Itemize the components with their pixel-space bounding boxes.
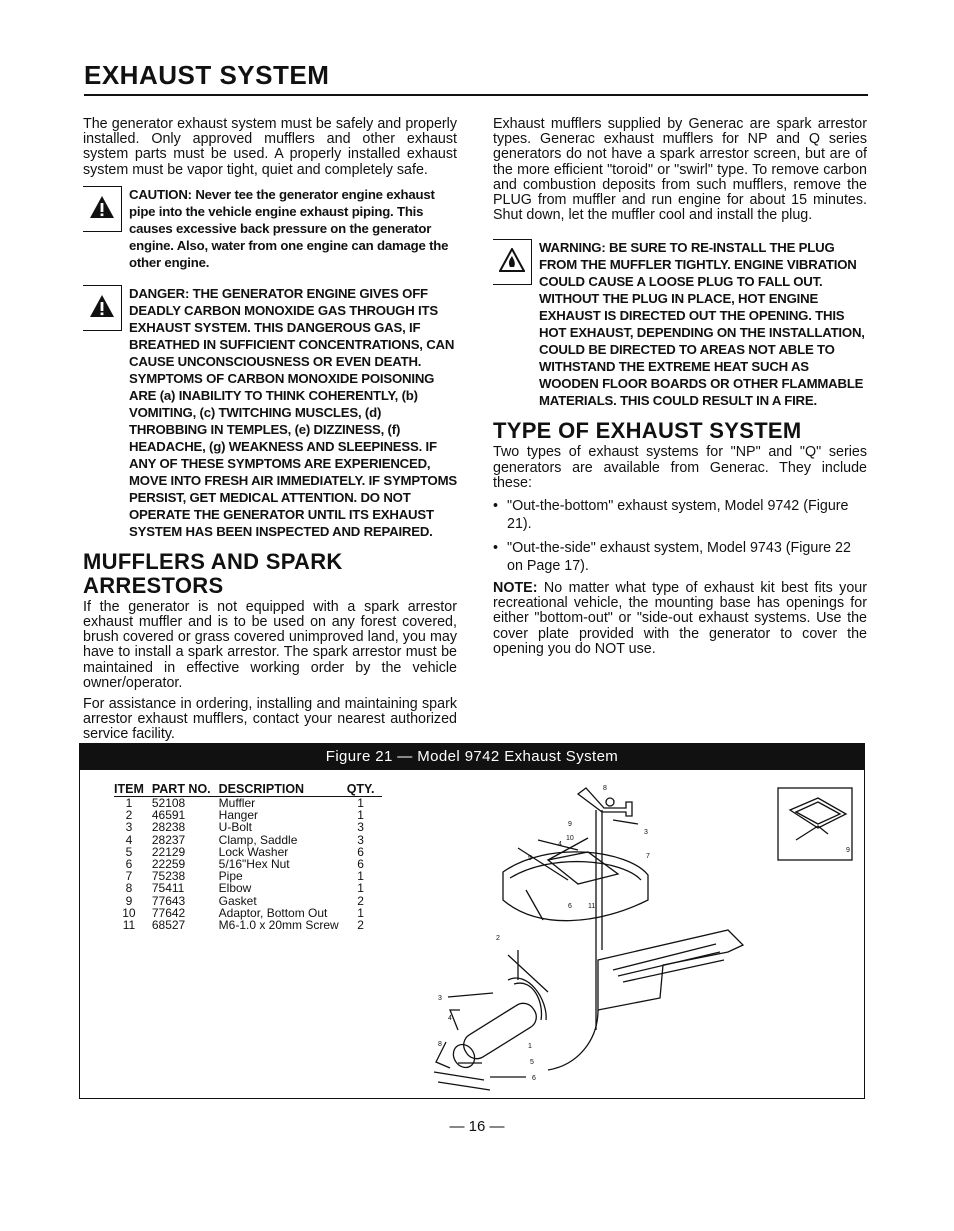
parts-list <box>114 782 382 931</box>
table-cell: 1 <box>357 796 364 810</box>
table-cell: 1 <box>357 869 364 884</box>
table-cell: 1 <box>357 905 364 920</box>
caution-icon-frame <box>83 186 122 232</box>
svg-text:6: 6 <box>568 903 572 910</box>
note-paragraph <box>493 581 867 657</box>
table-cell: 22129 <box>151 844 186 859</box>
parts-table-body <box>114 797 382 932</box>
svg-text:8: 8 <box>603 785 607 792</box>
table-cell: Elbow <box>218 881 252 896</box>
table-cell: 1 <box>125 796 133 810</box>
table-cell: 7 <box>125 869 133 884</box>
table-cell: 3 <box>357 832 364 847</box>
right-column <box>493 117 867 663</box>
svg-text:11: 11 <box>588 903 596 910</box>
table-row <box>114 882 382 894</box>
table-cell: Hanger <box>218 808 259 823</box>
column-header: QTY. <box>347 782 383 797</box>
table-cell: 8 <box>125 881 133 896</box>
fire-warning-icon <box>499 248 525 272</box>
table-cell: 5 <box>125 844 133 859</box>
table-cell: 77642 <box>151 905 186 920</box>
svg-text:5: 5 <box>528 855 532 862</box>
svg-text:3: 3 <box>644 829 648 836</box>
table-cell: Lock Washer <box>218 844 289 859</box>
table-cell: 77643 <box>151 893 186 908</box>
table-cell: 3 <box>357 820 364 835</box>
column-header: ITEM <box>114 782 152 797</box>
danger-icon-frame <box>83 285 122 331</box>
table-cell: U-Bolt <box>218 820 252 835</box>
warning-triangle-icon <box>89 195 115 219</box>
parts-table <box>114 782 382 931</box>
table-cell: 28237 <box>151 832 186 847</box>
table-cell: 6 <box>357 857 364 872</box>
danger-box <box>83 285 457 540</box>
table-cell: 1 <box>357 881 364 896</box>
table-cell: 75411 <box>151 881 185 896</box>
figure-caption: Figure 21 — Model 9742 Exhaust System <box>80 744 864 770</box>
list-item: • "Out-the-side" exhaust system, Model 9743 (Figure 22 on Page 17). <box>493 539 867 575</box>
table-cell: M6-1.0 x 20mm Screw <box>218 918 339 933</box>
table-row <box>114 919 382 931</box>
table-row <box>114 834 382 846</box>
title-rule <box>84 94 868 96</box>
mufflers-heading: MUFFLERS AND SPARK ARRESTORS <box>83 548 343 598</box>
svg-text:7: 7 <box>646 853 650 860</box>
table-cell: 2 <box>357 893 364 908</box>
svg-text:9: 9 <box>568 821 572 828</box>
table-cell: 2 <box>357 918 364 933</box>
danger-text: DANGER: THE GENERATOR ENGINE GIVES OFF DEADLY CARBON MONOXIDE GAS THROUGH ITS EXHAUST SYSTEM. THIS DANGEROUS GAS, IF BREATHED IN SUFFICIENT CONCENTRATIONS, CAN CAUSE UNCONSCIOUSNESS OR EVEN DEATH. SYMPTOMS OF CARBON MONOXIDE POISONING ARE (a) INABILITY TO THINK COHERENTLY, (b) VOMITING, (c) TWITCHING MUSCLES, (d) THROBBING IN TEMPLES, (e) DIZZINESS, (f) HEADACHE, (g) WEAKNESS AND SLEEPINESS. IF ANY OF THESE SYMPTOMS ARE EXPERIENCED, MOVE INTO FRESH AIR IMMEDIATELY. IF SYMPTOMS PERSIST, GET MEDICAL ATTENTION. DO NOT OPERATE THE GENERATOR UNTIL ITS EXHAUST SYSTEM HAS BEEN INSPECTED AND REPAIRED. <box>129 285 457 539</box>
table-cell: 6 <box>357 844 364 859</box>
figure-21 <box>79 743 865 1099</box>
table-cell: 5/16"Hex Nut <box>218 857 290 872</box>
table-cell: 46591 <box>151 808 186 823</box>
svg-text:4: 4 <box>448 1015 452 1022</box>
table-cell: 52108 <box>151 796 186 810</box>
table-cell: 6 <box>125 857 133 872</box>
mufflers-paragraph-1: If the generator is not equipped with a spark arrestor exhaust muffler and is to be used on any forest covered, brush covered or grass covered unimproved land, you may have to install a spark arrestor. The spark arrestor must be maintained in effective working order by the vehicle owner/operator. <box>83 598 457 691</box>
table-cell: Adaptor, Bottom Out <box>218 905 328 920</box>
warning-text: WARNING: BE SURE TO RE-INSTALL THE PLUG FROM THE MUFFLER TIGHTLY. ENGINE VIBRATION COULD CAUSE A LOOSE PLUG TO FALL OUT. WITHOUT THE PLUG IN PLACE, HOT ENGINE EXHAUST IS DIRECTED OUT THE OPENING. THIS HOT EXHAUST, DEPENDING ON THE INSTALLATION, COULD BE DIRECTED TO AREAS NOT ABLE TO WITHSTAND THE EXTREME HEAT SUCH AS WOODEN FLOOR BOARDS OR OTHER FLAMMABLE MATERIALS. THIS COULD RESULT IN A FIRE. <box>539 240 865 409</box>
svg-text:6: 6 <box>532 1075 536 1082</box>
svg-text:8: 8 <box>438 1041 442 1048</box>
caution-box <box>83 186 457 271</box>
table-cell: 22259 <box>151 857 186 872</box>
mufflers-paragraph-2: For assistance in ordering, installing and maintaining spark arrestor exhaust mufflers, contact your nearest authorized service facility. <box>83 696 457 743</box>
exhaust-system-diagram <box>398 780 858 1098</box>
svg-text:10: 10 <box>566 835 574 842</box>
table-cell: 68527 <box>151 918 186 933</box>
type-paragraph: Two types of exhaust systems for "NP" and "Q" series generators are available from Generac. They include these: <box>493 444 867 491</box>
table-cell: 10 <box>122 905 136 920</box>
table-row <box>114 895 382 907</box>
table-cell: Muffler <box>218 796 256 810</box>
type-heading: TYPE OF EXHAUST SYSTEM <box>493 418 802 444</box>
svg-text:4: 4 <box>558 841 562 848</box>
warning-icon-frame <box>493 239 532 285</box>
svg-text:1: 1 <box>528 1043 532 1050</box>
note-label: NOTE: <box>493 580 538 597</box>
table-header-row <box>114 782 382 797</box>
table-row <box>114 821 382 833</box>
exhaust-type-list <box>493 497 867 575</box>
list-item: • "Out-the-bottom" exhaust system, Model 9742 (Figure 21). <box>493 497 867 533</box>
left-column <box>83 117 457 749</box>
table-cell: 9 <box>125 893 133 908</box>
table-cell: Gasket <box>218 893 257 908</box>
table-cell: 75238 <box>151 869 186 884</box>
warning-triangle-icon <box>89 294 115 318</box>
table-cell: 28238 <box>151 820 186 835</box>
page-number: — 16 — <box>449 1118 505 1135</box>
table-cell: 4 <box>125 832 133 847</box>
table-cell: 2 <box>125 808 133 823</box>
table-cell: 1 <box>357 808 364 823</box>
page-title: EXHAUST SYSTEM <box>84 60 330 90</box>
column-header: PART NO. <box>152 782 219 797</box>
table-cell: 11 <box>122 918 136 933</box>
table-cell: 3 <box>125 820 133 835</box>
right-intro-paragraph: Exhaust mufflers supplied by Generac are spark arrestor types. Generac exhaust mufflers for NP and Q series generators do not have a spark arrestor screen, but are of the more efficient "toroid" or "swirl" type. To remove carbon and combustion deposits from such mufflers, remove the PLUG from muffler and run engine for about 15 minutes. Shut down, let the muffler cool and install the plug. <box>493 116 867 224</box>
svg-text:9: 9 <box>846 847 850 854</box>
column-header: DESCRIPTION <box>219 782 347 797</box>
table-cell: Pipe <box>218 869 243 884</box>
svg-text:3: 3 <box>438 995 442 1002</box>
svg-text:2: 2 <box>496 935 500 942</box>
left-intro-paragraph: The generator exhaust system must be safely and properly installed. Only approved mufflers and other exhaust system parts must be used. A properly installed exhaust system must be vapor tight, quiet and completely safe. <box>83 116 457 178</box>
note-text: No matter what type of exhaust kit best fits your recreational vehicle, the mounting base has openings for either "bottom-out" or "side-out exhaust systems. Use the cover plate provided with the generator to cover the opening you do NOT use. <box>493 580 867 657</box>
warning-box <box>493 239 867 409</box>
svg-text:5: 5 <box>530 1059 534 1066</box>
caution-text: CAUTION: Never tee the generator engine exhaust pipe into the vehicle engine exhaust piping. This causes excessive back pressure on the generator engine. Also, water from one engine can damage the other engine. <box>129 186 449 270</box>
table-cell: Clamp, Saddle <box>218 832 298 847</box>
